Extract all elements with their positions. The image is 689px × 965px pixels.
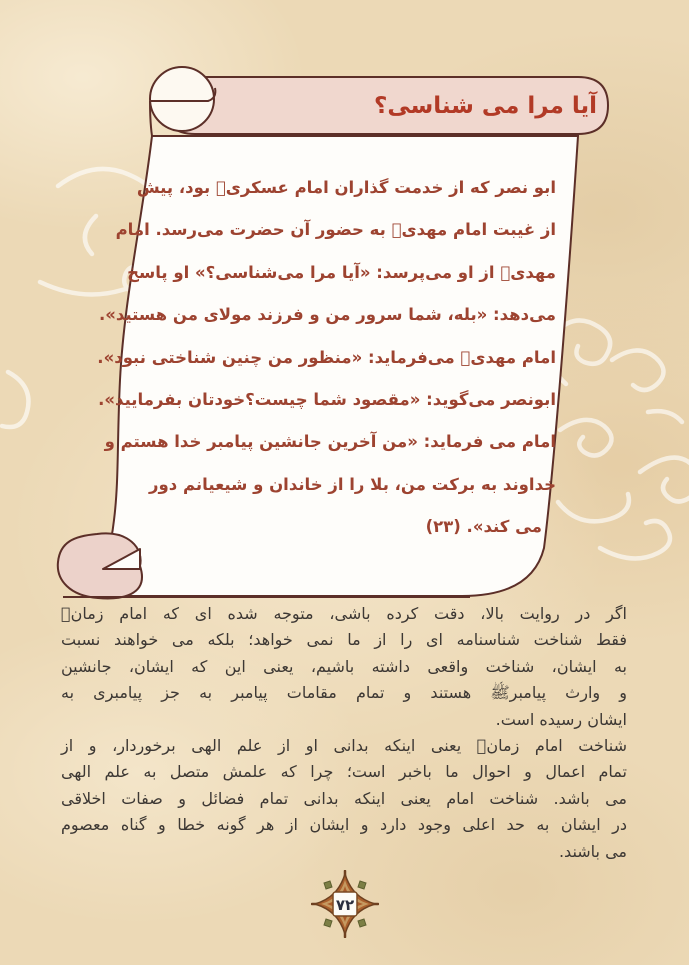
commentary-line: می باشند.	[558, 841, 627, 861]
commentary-line: در ایشان به حد اعلی وجود دارد و ایشان از هر گونه خطا و گناه معصوم	[61, 815, 627, 835]
scroll-line: از غیبت امام مهدیؑ به حضور آن حضرت می‌رسد. امام	[115, 220, 556, 240]
scroll-line: امام مهدیؑ می‌فرماید: «منظور من چنین شناختی نبود».	[97, 347, 556, 367]
commentary-text	[61, 601, 627, 865]
commentary-line: به ایشان، شناخت واقعی داشته باشیم، یعنی این که ایشان، جانشین	[61, 656, 627, 676]
commentary-line: ایشان رسیده است.	[495, 709, 627, 729]
scroll-line: می کند». (۲۳)	[425, 517, 542, 537]
scroll-line: خداوند به برکت من، بلا را از خاندان و شیعیانم دور	[149, 474, 556, 494]
scroll-line: می‌دهد: «بله، شما سرور من و فرزند مولای من هستید».	[98, 305, 556, 325]
commentary-line: و وارث پیامبرﷺ هستند و تمام مقامات پیامبر به جز پیامبری به	[61, 683, 627, 703]
eight-point-star-medallion-icon	[312, 871, 378, 937]
scroll-text	[97, 167, 556, 549]
commentary-line: می باشد. شناخت امام یعنی اینکه بدانی تمام فضائل و صفات اخلاقی	[61, 788, 627, 808]
commentary-line: تمام اعمال و احوال ما باخبر است؛ چرا که علمش متصل به علم الهی	[61, 762, 627, 782]
page-number: ۷۲	[335, 896, 355, 914]
scroll-line: امام می فرماید: «من آخرین جانشین پیامبر خدا هستم و	[104, 432, 556, 452]
scroll-line: ابو نصر که از خدمت گذاران امام عسکریؑ بود، پیش	[136, 178, 556, 197]
page-number-medallion	[311, 870, 379, 938]
commentary-line: شناخت امام زمانؑ یعنی اینکه بدانی او از علم الهی برخوردار، و از	[61, 735, 627, 755]
scroll-line: مهدیؑ از او می‌پرسد: «آیا مرا می‌شناسی؟» او پاسخ	[127, 262, 556, 282]
scroll-line: ابونصر می‌گوید: «مقصود شما چیست؟خودتان بفرمایید».	[98, 389, 556, 409]
commentary-line: اگر در روایت بالا، دقت کرده باشی، متوجه شده ای که امام زمانؑ	[61, 604, 627, 623]
page-title: آیا مرا می شناسی؟	[374, 93, 597, 119]
commentary-line: فقط شناخت شناسنامه ای را از ما نمی خواهد؛ بلکه می خواهند نسبت	[61, 630, 627, 650]
